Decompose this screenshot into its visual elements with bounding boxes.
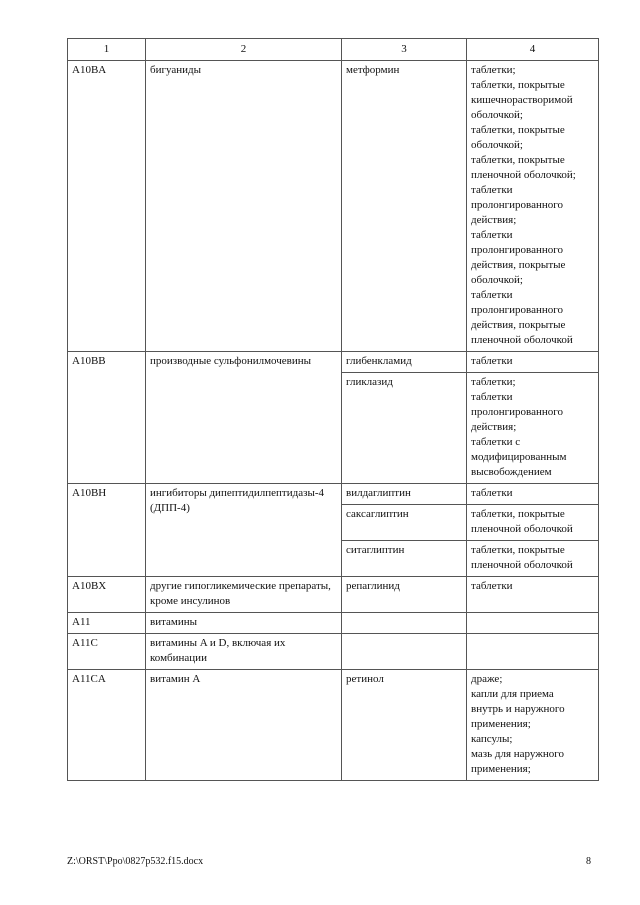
dosage-form-line: таблетки <box>471 580 513 592</box>
drug-name-cell: гликлазид <box>342 373 467 484</box>
dosage-form-line: капли для приема <box>471 688 554 700</box>
table-row <box>68 634 599 670</box>
group-name-cell: другие гипогликемические препараты, кроме инсулинов <box>146 577 342 613</box>
drug-name-cell: метформин <box>342 61 467 352</box>
dosage-form-line: пленочной оболочкой <box>471 523 573 535</box>
drug-name-cell <box>342 634 467 670</box>
group-name-cell: производные сульфонилмочевины <box>146 352 342 484</box>
dosage-form-line: таблетки <box>471 487 513 499</box>
dosage-form-line: таблетки <box>471 184 513 196</box>
dosage-form-line: таблетки, покрытые <box>471 544 565 556</box>
header-col-2: 2 <box>146 39 342 61</box>
dosage-form-line: действия, покрытые <box>471 259 566 271</box>
group-name-cell: ингибиторы дипептидилпептидазы-4 (ДПП-4) <box>146 484 342 577</box>
dosage-form-line: модифицированным <box>471 451 567 463</box>
footer-file-path: Z:\ORST\Ppo\0827p532.f15.docx <box>67 856 204 867</box>
drug-name-cell: глибенкламид <box>342 352 467 373</box>
dosage-form-line: внутрь и наружного <box>471 703 565 715</box>
dosage-form-line: пролонгированного <box>471 244 563 256</box>
dosage-form-line: таблетки <box>471 355 513 367</box>
dosage-form-line: таблетки, покрытые <box>471 508 565 520</box>
dosage-forms-cell <box>467 670 599 781</box>
dosage-form-line: таблетки <box>471 229 513 241</box>
atc-code-cell: A10BX <box>68 577 146 613</box>
dosage-form-line: оболочкой; <box>471 139 523 151</box>
dosage-forms-cell <box>467 541 599 577</box>
drug-name-cell: ситаглиптин <box>342 541 467 577</box>
group-name-cell: витамины <box>146 613 342 634</box>
table-row <box>68 577 599 613</box>
dosage-form-line: таблетки <box>471 289 513 301</box>
dosage-form-line: применения; <box>471 763 531 775</box>
dosage-forms-cell <box>467 577 599 613</box>
header-col-3: 3 <box>342 39 467 61</box>
table-body <box>68 61 599 781</box>
dosage-form-line: пленочной оболочкой <box>471 559 573 571</box>
atc-code-cell: A11CA <box>68 670 146 781</box>
dosage-forms-cell <box>467 61 599 352</box>
table-row <box>68 613 599 634</box>
dosage-form-line: капсулы; <box>471 733 513 745</box>
dosage-form-line: действия; <box>471 214 517 226</box>
dosage-form-line: таблетки <box>471 391 513 403</box>
drug-name-cell: ретинол <box>342 670 467 781</box>
dosage-forms-cell <box>467 505 599 541</box>
table-header-row <box>68 39 599 61</box>
dosage-form-line: высвобождением <box>471 466 552 478</box>
dosage-forms-cell <box>467 352 599 373</box>
dosage-form-line: мазь для наружного <box>471 748 564 760</box>
dosage-form-line: применения; <box>471 718 531 730</box>
dosage-form-line: таблетки, покрытые <box>471 154 565 166</box>
drug-name-cell: саксаглиптин <box>342 505 467 541</box>
table-row <box>68 670 599 781</box>
atc-code-cell: A10BA <box>68 61 146 352</box>
dosage-form-line: действия, покрытые <box>471 319 566 331</box>
group-name-cell: витамины A и D, включая их комбинации <box>146 634 342 670</box>
header-col-4: 4 <box>467 39 599 61</box>
dosage-form-line: пленочной оболочкой <box>471 334 573 346</box>
table-row <box>68 61 599 352</box>
footer-page-number: 8 <box>586 856 591 867</box>
dosage-form-line: драже; <box>471 673 503 685</box>
dosage-form-line: таблетки, покрытые <box>471 79 565 91</box>
group-name-cell: витамин A <box>146 670 342 781</box>
atc-code-cell: A10BB <box>68 352 146 484</box>
drug-name-cell <box>342 613 467 634</box>
dosage-form-line: таблетки; <box>471 376 516 388</box>
dosage-form-line: пленочной оболочкой; <box>471 169 576 181</box>
drug-table <box>67 38 599 781</box>
dosage-form-line: таблетки, покрытые <box>471 124 565 136</box>
atc-code-cell: A11 <box>68 613 146 634</box>
dosage-forms-cell <box>467 634 599 670</box>
header-col-1: 1 <box>68 39 146 61</box>
table-row <box>68 484 599 505</box>
dosage-form-line: оболочкой; <box>471 274 523 286</box>
dosage-form-line: действия; <box>471 421 517 433</box>
group-name-cell: бигуаниды <box>146 61 342 352</box>
atc-code-cell: A10BH <box>68 484 146 577</box>
dosage-form-line: оболочкой; <box>471 109 523 121</box>
dosage-form-line: кишечнорастворимой <box>471 94 573 106</box>
dosage-form-line: пролонгированного <box>471 199 563 211</box>
dosage-forms-cell <box>467 373 599 484</box>
dosage-form-line: таблетки с <box>471 436 521 448</box>
dosage-form-line: таблетки; <box>471 64 516 76</box>
dosage-form-line: пролонгированного <box>471 304 563 316</box>
table-row <box>68 352 599 373</box>
dosage-forms-cell <box>467 613 599 634</box>
drug-name-cell: вилдаглиптин <box>342 484 467 505</box>
dosage-forms-cell <box>467 484 599 505</box>
drug-name-cell: репаглинид <box>342 577 467 613</box>
dosage-form-line: пролонгированного <box>471 406 563 418</box>
atc-code-cell: A11C <box>68 634 146 670</box>
